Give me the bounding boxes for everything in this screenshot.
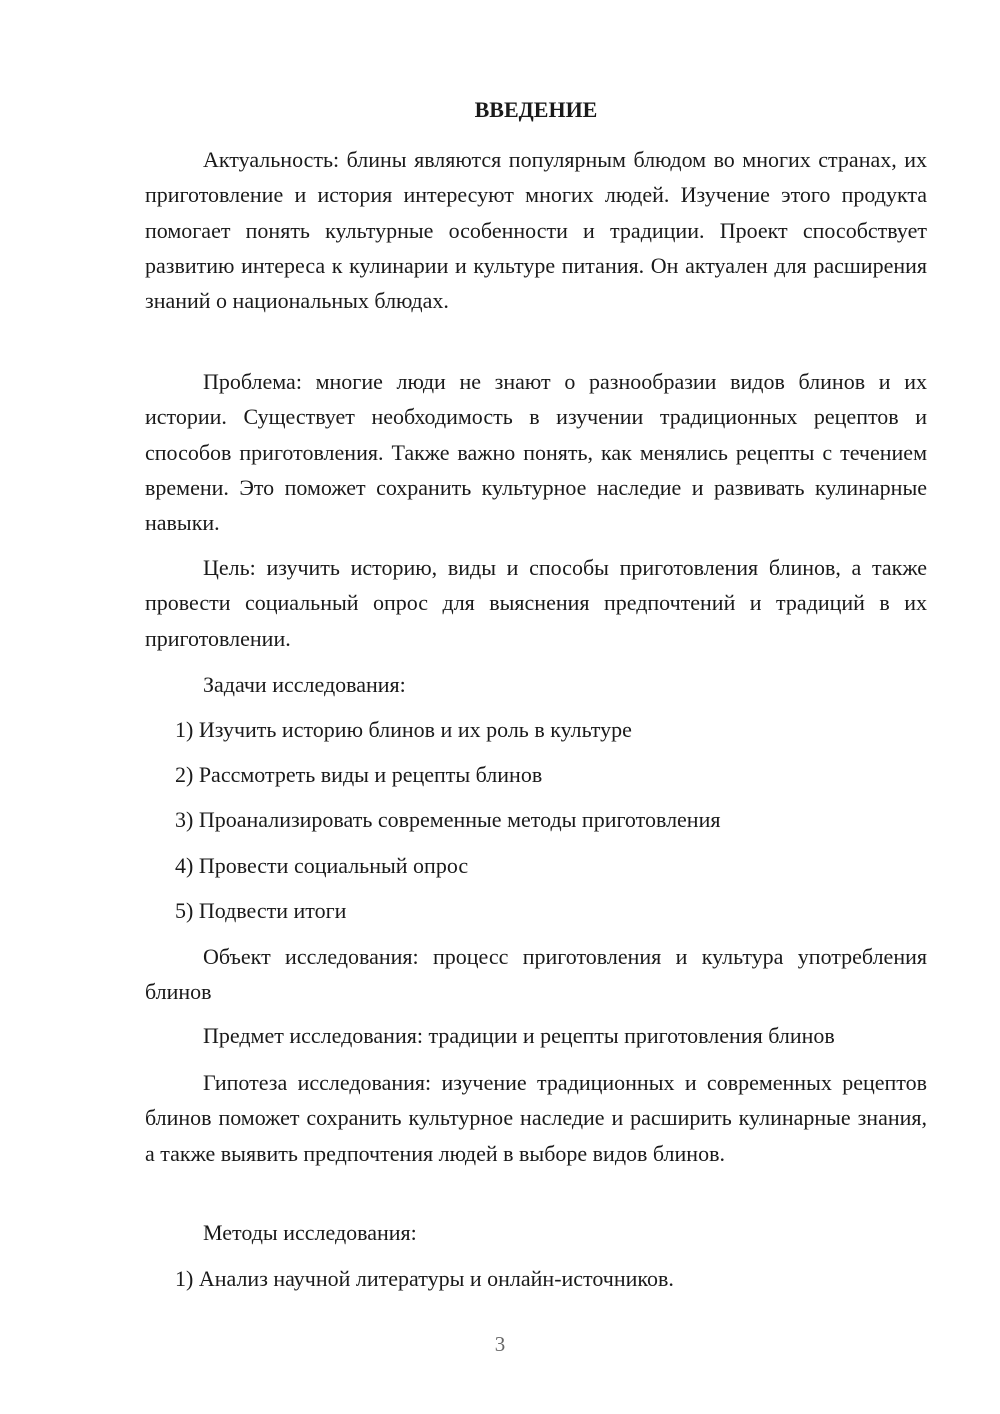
goal-paragraph: Цель: изучить историю, виды и способы приготовления блинов, а также провести социальный опрос для выяснения предпочтений и традиций в их приготовлении. (145, 555, 927, 651)
page-number: 3 (494, 1332, 506, 1356)
relevance-paragraph: Актуальность: блины являются популярным блюдом во многих странах, их приготовление и история интересуют многих людей. Изучение этого продукта помогает понять культурные особенности и традиции. Проект способствует развитию интереса к кулинарии и культуре питания. Он актуален для расширения знаний о национальных блюдах. (145, 147, 927, 314)
problem-paragraph: Проблема: многие люди не знают о разнообразии видов блинов и их истории. Существует необходимость в изучении традиционных рецептов и способов приготовления. Также важно понять, как менялись рецепты с течением времени. Это поможет сохранить культурное наследие и развивать кулинарные навыки. (145, 369, 927, 536)
methods-heading: Методы исследования: (203, 1220, 417, 1245)
task-item-1: 1) Изучить историю блинов и их роль в культуре (175, 717, 632, 742)
task-item-3: 3) Проанализировать современные методы приготовления (175, 807, 721, 832)
task-item-2: 2) Рассмотреть виды и рецепты блинов (175, 762, 543, 787)
method-item-1: 1) Анализ научной литературы и онлайн-источников. (175, 1266, 674, 1291)
hypothesis-paragraph: Гипотеза исследования: изучение традиционных и современных рецептов блинов поможет сохранить культурное наследие и расширить кулинарные знания, а также выявить предпочтения людей в выборе видов блинов. (145, 1070, 927, 1166)
tasks-heading: Задачи исследования: (203, 672, 406, 697)
subject-paragraph: Предмет исследования: традиции и рецепты приготовления блинов (203, 1023, 835, 1048)
section-title: ВВЕДЕНИЕ (474, 97, 598, 122)
object-paragraph: Объект исследования: процесс приготовления и культура употребления блинов (145, 944, 927, 1005)
task-item-4: 4) Провести социальный опрос (175, 853, 469, 878)
task-item-5: 5) Подвести итоги (175, 898, 347, 923)
